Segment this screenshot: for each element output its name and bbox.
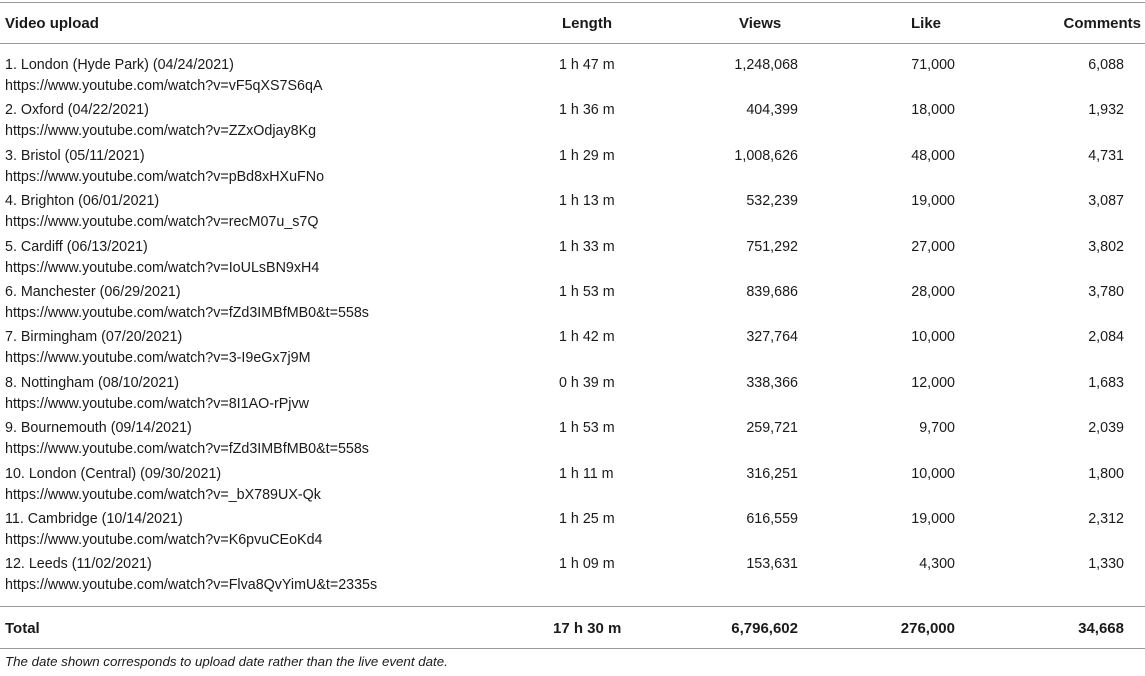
row-url-link[interactable]: https://www.youtube.com/watch?v=Flva8QvYimU&t=2335s (5, 577, 378, 594)
row-comments: 1,330 (1088, 556, 1124, 573)
total-views: 6,796,602 (731, 620, 798, 637)
row-url-link[interactable]: https://www.youtube.com/watch?v=_bX789UX-Qk (5, 486, 321, 503)
table-row (0, 548, 1145, 593)
row-comments: 2,312 (1088, 510, 1124, 527)
row-like: 19,000 (911, 510, 955, 527)
table-row (0, 49, 1145, 94)
total-label: Total (5, 620, 40, 637)
row-views: 1,248,068 (734, 57, 798, 73)
row-like: 9,700 (919, 420, 955, 437)
header-rule (0, 43, 1145, 44)
row-views: 839,686 (746, 283, 798, 300)
row-title: 4. Brighton (06/01/2021) (5, 193, 160, 210)
row-comments: 1,800 (1088, 465, 1124, 482)
row-views: 327,764 (746, 329, 798, 346)
row-url-link[interactable]: https://www.youtube.com/watch?v=IoULsBN9xH4 (5, 259, 320, 276)
row-title: 7. Birmingham (07/20/2021) (5, 329, 183, 346)
row-title: 1. London (Hyde Park) (04/24/2021) (5, 57, 234, 73)
total-comments: 34,668 (1078, 620, 1124, 637)
table-footnote: The date shown corresponds to upload date rather than the live event date. (5, 654, 448, 669)
row-title: 8. Nottingham (08/10/2021) (5, 374, 180, 391)
row-length: 1 h 13 m (559, 193, 615, 210)
row-comments: 2,084 (1088, 329, 1124, 346)
row-url-link[interactable]: https://www.youtube.com/watch?v=fZd3IMBfMB0&t=558s (5, 441, 369, 458)
row-title: 3. Bristol (05/11/2021) (5, 147, 145, 164)
total-bottom-rule (0, 648, 1145, 649)
row-title: 9. Bournemouth (09/14/2021) (5, 420, 192, 437)
header-comments: Comments (1063, 15, 1141, 32)
row-length: 1 h 47 m (559, 57, 615, 73)
row-like: 48,000 (911, 147, 955, 164)
row-comments: 4,731 (1088, 147, 1124, 164)
row-url-link[interactable]: https://www.youtube.com/watch?v=8I1AO-rPjvw (5, 395, 309, 412)
row-like: 10,000 (911, 329, 955, 346)
table-row (0, 231, 1145, 276)
row-views: 404,399 (746, 102, 798, 119)
row-length: 1 h 42 m (559, 329, 615, 346)
row-length: 1 h 33 m (559, 238, 615, 255)
table-row (0, 276, 1145, 321)
header-video-upload: Video upload (5, 15, 99, 32)
row-title: 5. Cardiff (06/13/2021) (5, 238, 148, 255)
row-length: 1 h 11 m (559, 465, 614, 482)
header-views: Views (739, 15, 782, 32)
row-views: 316,251 (746, 465, 798, 482)
row-length: 1 h 29 m (559, 147, 615, 164)
row-like: 19,000 (911, 193, 955, 210)
row-like: 28,000 (911, 283, 955, 300)
row-url-link[interactable]: https://www.youtube.com/watch?v=fZd3IMBfMB0&t=558s (5, 304, 369, 321)
row-title: 11. Cambridge (10/14/2021) (5, 510, 183, 527)
table-row (0, 412, 1145, 457)
row-views: 532,239 (746, 193, 798, 210)
row-comments: 1,932 (1088, 102, 1124, 119)
row-title: 6. Manchester (06/29/2021) (5, 283, 181, 300)
row-like: 71,000 (911, 57, 955, 73)
row-views: 751,292 (746, 238, 798, 255)
row-url-link[interactable]: https://www.youtube.com/watch?v=vF5qXS7S6qA (5, 78, 323, 94)
row-like: 4,300 (919, 556, 955, 573)
row-length: 1 h 53 m (559, 420, 615, 437)
row-url-link[interactable]: https://www.youtube.com/watch?v=ZZxOdjay8Kg (5, 123, 317, 140)
row-length: 1 h 09 m (559, 556, 615, 573)
total-like: 276,000 (900, 620, 955, 637)
row-comments: 6,088 (1088, 57, 1124, 73)
table-header (0, 3, 1145, 43)
row-length: 1 h 53 m (559, 283, 615, 300)
header-like: Like (911, 15, 942, 32)
row-comments: 1,683 (1088, 374, 1124, 391)
row-length: 0 h 39 m (559, 374, 615, 391)
row-url-link[interactable]: https://www.youtube.com/watch?v=3-I9eGx7j9M (5, 350, 311, 367)
row-title: 12. Leeds (11/02/2021) (5, 556, 152, 573)
table-body (0, 49, 1145, 594)
row-views: 338,366 (746, 374, 798, 391)
table-row (0, 94, 1145, 139)
header-length: Length (562, 15, 612, 32)
row-comments: 3,780 (1088, 283, 1124, 300)
row-comments: 3,087 (1088, 193, 1124, 210)
row-comments: 3,802 (1088, 238, 1124, 255)
row-length: 1 h 25 m (559, 510, 615, 527)
row-views: 616,559 (746, 510, 798, 527)
row-url-link[interactable]: https://www.youtube.com/watch?v=recM07u_s7Q (5, 214, 319, 231)
table-row (0, 458, 1145, 503)
total-row (0, 607, 1145, 648)
row-like: 10,000 (911, 465, 955, 482)
table-row (0, 503, 1145, 548)
row-comments: 2,039 (1088, 420, 1124, 437)
row-views: 153,631 (746, 556, 798, 573)
row-url-link[interactable]: https://www.youtube.com/watch?v=K6pvuCEoKd4 (5, 531, 323, 548)
row-title: 2. Oxford (04/22/2021) (5, 102, 149, 119)
row-length: 1 h 36 m (559, 102, 615, 119)
row-views: 1,008,626 (734, 147, 798, 164)
row-like: 18,000 (911, 102, 955, 119)
table-row (0, 367, 1145, 412)
row-title: 10. London (Central) (09/30/2021) (5, 465, 222, 482)
row-like: 27,000 (911, 238, 955, 255)
table-row (0, 321, 1145, 366)
row-views: 259,721 (746, 420, 798, 437)
table-row (0, 140, 1145, 185)
total-length: 17 h 30 m (553, 620, 622, 637)
row-like: 12,000 (911, 374, 955, 391)
row-url-link[interactable]: https://www.youtube.com/watch?v=pBd8xHXuFNo (5, 168, 325, 185)
table-row (0, 185, 1145, 230)
